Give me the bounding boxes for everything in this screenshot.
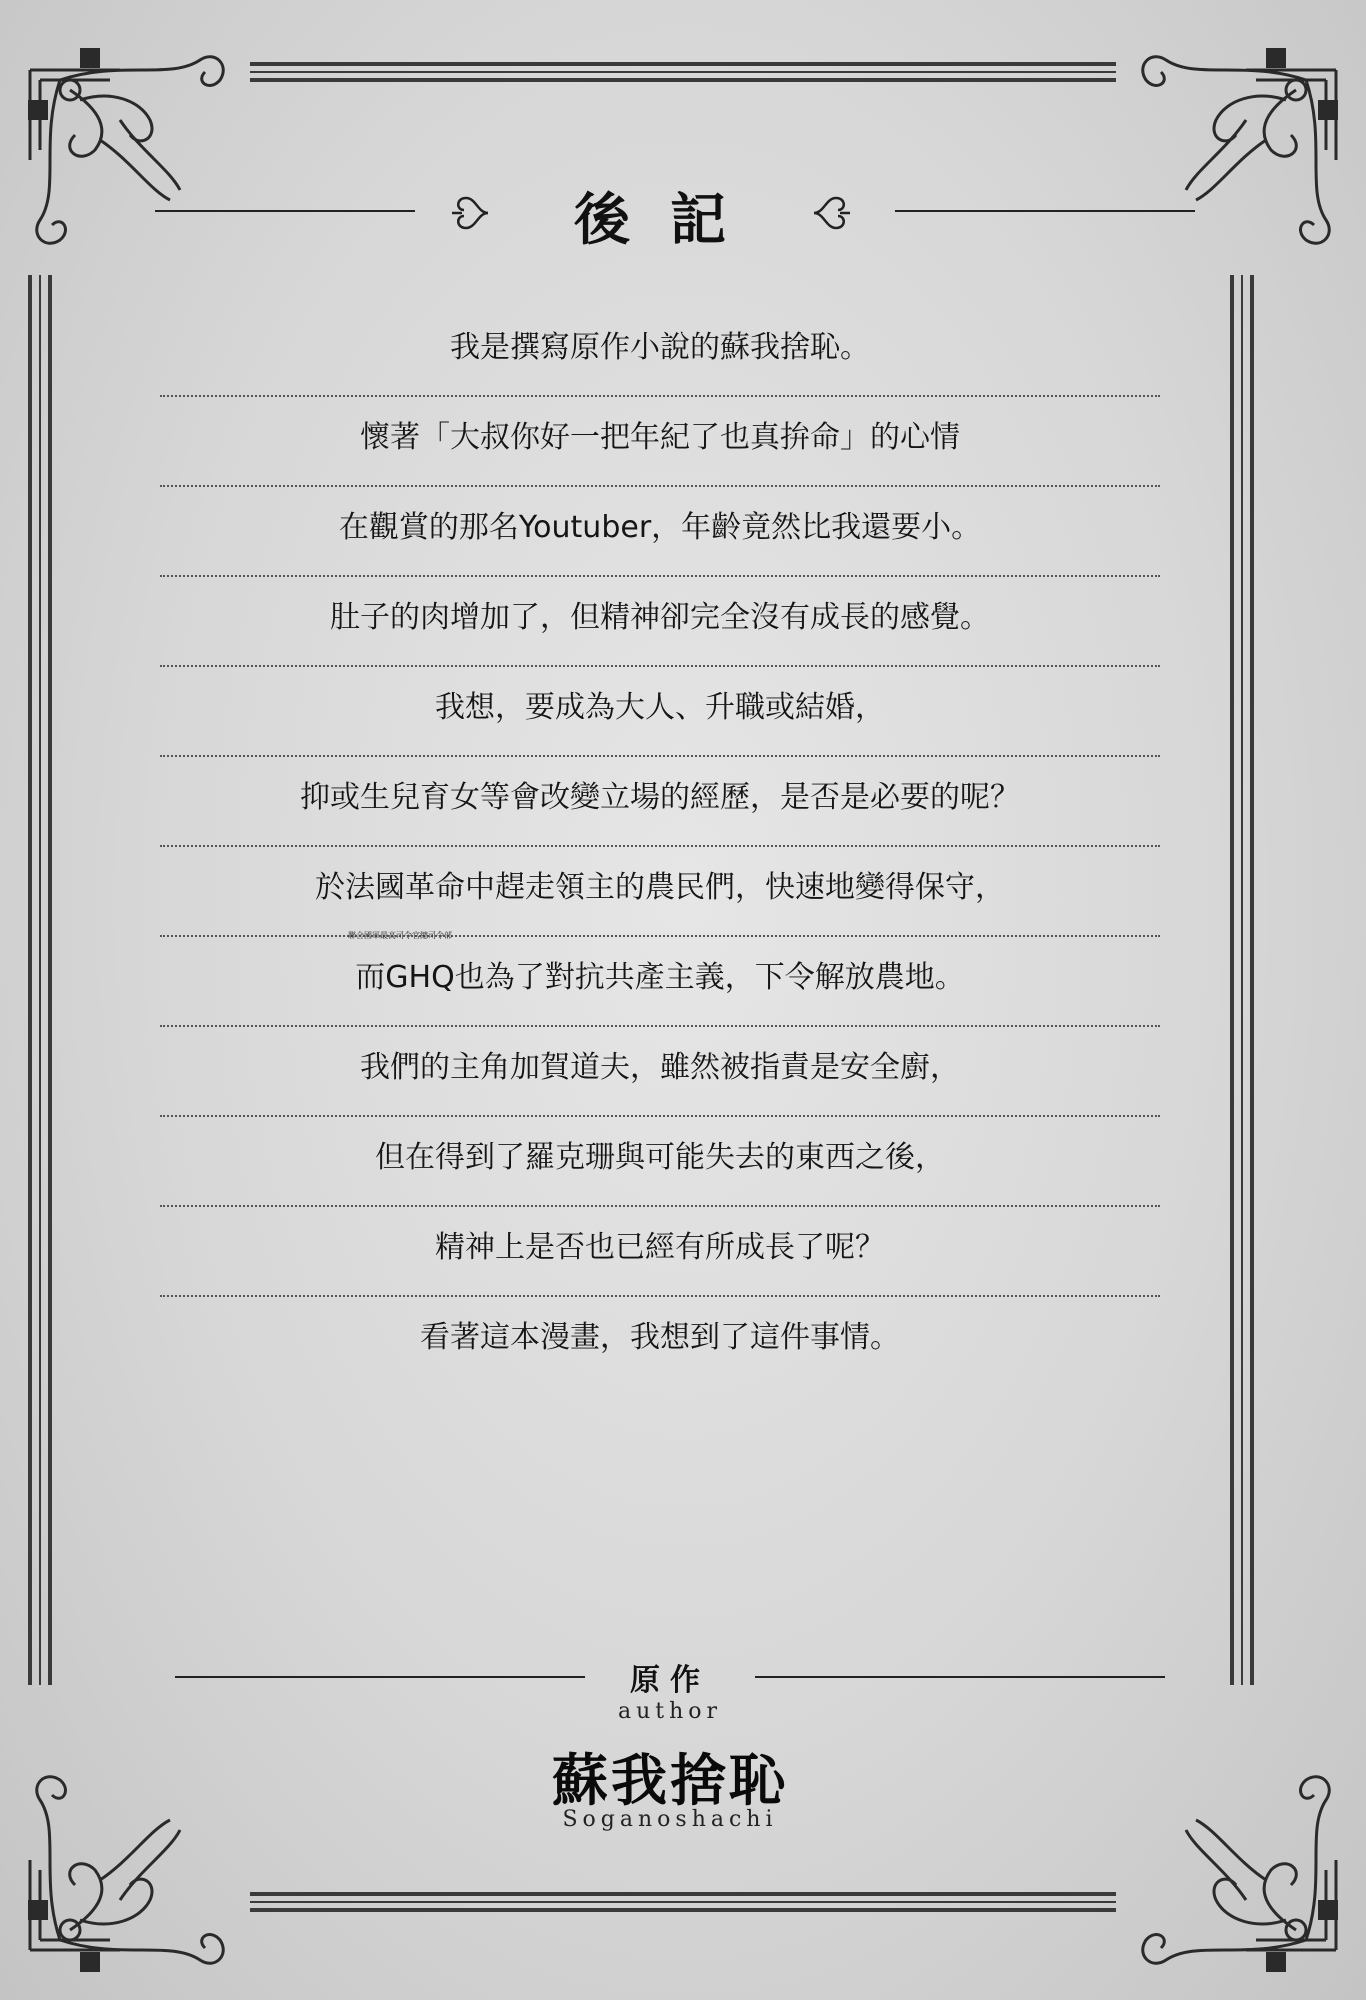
- text-line: 聯合國軍最高司令官總司令部 而GHQ也為了對抗共產主義，下令解放農地。: [160, 945, 1160, 1035]
- frame-left-bar: [28, 275, 68, 1685]
- text-line: 看著這本漫畫，我想到了這件事情。: [420, 1320, 900, 1355]
- text-line: 我想，要成為大人、升職或結婚，: [160, 675, 1160, 765]
- afterword-text: [160, 315, 1160, 1395]
- credit-rule-right: [755, 1676, 1165, 1678]
- credit-rule-left: [175, 1676, 585, 1678]
- ruby-annotation: 聯合國軍最高司令官總司令部: [348, 931, 452, 940]
- frame-bottom-bar: [250, 1892, 1116, 1922]
- heading-rule-left: [155, 210, 415, 212]
- text-line: 於法國革命中趕走領主的農民們，快速地變得保守，: [160, 855, 1160, 945]
- text-line: 肚子的肉增加了，但精神卻完全沒有成長的感覺。: [160, 585, 1160, 675]
- heading-row: [150, 180, 1216, 260]
- credit-label: 原作: [630, 1663, 710, 1698]
- page-title: 後記: [574, 187, 766, 253]
- author-name-romaji: Soganoshachi: [562, 1807, 778, 1832]
- author-name: 蘇我捨恥: [552, 1749, 788, 1814]
- text-line: 在觀賞的那名Youtuber，年齡竟然比我還要小。: [160, 495, 1160, 585]
- heading-rule-right: [895, 210, 1195, 212]
- frame-right-bar: [1230, 275, 1270, 1685]
- frame-top-bar: [250, 62, 1116, 92]
- author-credit: [170, 1655, 1170, 1855]
- text-line: 抑或生兒育女等會改變立場的經歷，是否是必要的呢？: [160, 765, 1160, 855]
- text-line: 懷著「大叔你好一把年紀了也真拚命」的心情: [160, 405, 1160, 495]
- flourish-icon: [448, 188, 492, 238]
- flourish-icon: [810, 188, 854, 238]
- text-line: 精神上是否也已經有所成長了呢？: [160, 1215, 1160, 1305]
- credit-label-english: author: [617, 1699, 723, 1724]
- text-line: 我們的主角加賀道夫，雖然被指責是安全廚，: [160, 1035, 1160, 1125]
- text-line: 我是撰寫原作小說的蘇我捨恥。: [160, 315, 1160, 405]
- text-line: 但在得到了羅克珊與可能失去的東西之後，: [160, 1125, 1160, 1215]
